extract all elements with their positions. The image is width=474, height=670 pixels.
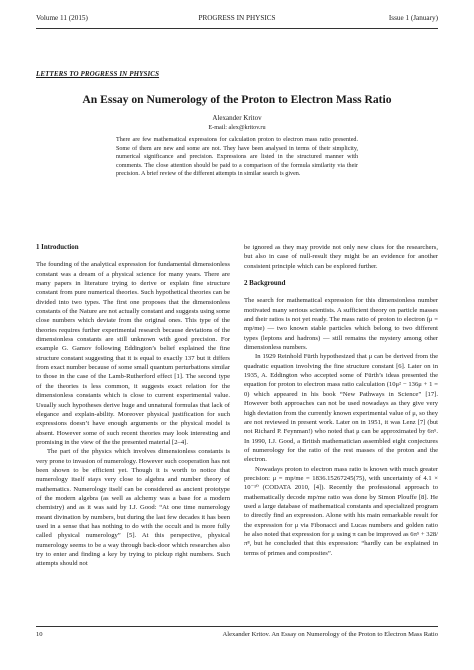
abstract: There are few mathematical expressions for calculation proton to electron mass ratio presented. Some of them are new and some are not. They have been analysed in terms of their simplicity, numerical significance and precision. Expressions are listed in the structured manner with comments. The close attention should be paid to a comparison of the formula similarity via their precision. A brief review of the different attempts in similar search is given. <box>116 137 358 178</box>
issue-label: Issue 1 (January) <box>388 14 438 22</box>
header-rule <box>36 28 438 29</box>
paper-title: An Essay on Numerology of the Proton to Electron Mass Ratio <box>82 93 392 106</box>
right-column <box>244 243 438 558</box>
background-paragraph-3: Nowadays proton to electron mass ratio is known with much greater precision: μ = mp/me = 1836.15267245(75), with uncertainty of 4.1 × 10⁻¹⁰ (CODATA 2010, [4]). Recently the professional approach to mathematically decode mp/me ratio was done by Simon Plouffe [8]. He used a large database of mathematical constants and specialized program to directly find an expression. Alone with his main remarkable result for the expression for μ via Fibonacci and Lucas numbers and golden ratio he also noted that expression for μ using π can be improved as 6π⁵ + 328/π⁸, but he concluded that this expression: “hardly can be explained in terms of primes and composites”. <box>244 465 438 557</box>
left-column <box>36 243 230 569</box>
page-number: 10 <box>36 631 43 638</box>
running-header <box>36 14 438 26</box>
volume-label: Volume 11 (2015) <box>36 14 88 22</box>
footer-rule <box>36 626 438 627</box>
section-label: LETTERS TO PROGRESS IN PHYSICS <box>36 70 160 78</box>
footer-citation: Alexander Kritov. An Essay on Numerology of the Proton to Electron Mass Ratio <box>222 631 438 638</box>
intro-paragraph-continued: be ignored as they may provide not only new clues for the researchers, but also in case of null-result they might be an evidence for another consistent principle which can be explored further. <box>244 244 438 270</box>
intro-paragraph-2: The part of the physics which involves dimensionless constants is very prone to invasion of numerology. However such cooperation has not been shown to be efficient yet. Though it is worth to notice that numerology itself stays very close to algebra and number theory of mathematics. Numerology itself can be considered as ancient prototype of the modern algebra (as well as alchemy was a base for a modern chemistry) and as it was said by I.J. Good: “At one time numerology meant divination by numbers, but during the last few decades it has been used in a sense that has nothing to do with the occult and is more fully called physical numerology” [5]. At this perspective, physical numerology seems to be a way through back-door which researches also try to enter and finding a key by trying to pickup right numbers. Such attempts should not <box>36 448 230 568</box>
intro-paragraph-1: The founding of the analytical expression for fundamental dimensionless constant was a dream of a physical science for many years. There are many papers in literature trying to derive or explain fine structure constant from pure numerical theories. Such hypothetical theories can be divided into two types. The first one proposes that the dimensionless constants of the Nature are not actually constant and suggests using some close numbers which deviate from the original ones. This type of the theories requires further experimental research because deviations of the dimensionless constants are still unknown with good precision. For example G. Gamov following Eddington’s belief explained the fine structure constant suggesting that it is equal to exactly 137 but it differs from exact number because of some small quantum perturbations similar to those in the case of the Lamb-Rutherford effect [1]. The second type of the theories is less common, it suggests exact relation for the dimensionless constants which is close to current experimental value. Usually such hypotheses derive huge and unnatural formulas that lack of elegance and explain-ability. Moreover physical justification for such expressions doesn’t have enough arguments or the physical model is absent. However some of such recent theories may look interesting and promising in the view of the the presented material [2–4]. <box>36 261 230 446</box>
background-paragraph-2: In 1929 Reinhold Fürth hypothesized that μ can be derived from the quadratic equation involving the fine structure constant [6]. Later on in 1935, A. Eddington who accepted some of Fürth’s ideas presented the equation for proton to electron mass ratio calculation (10μ² − 136μ + 1 = 0) which appeared in his book “New Pathways in Science” [17]. However both approaches can not be used nowadays as they give very high deviation from the currently known experimental value of μ, so they are not reviewed in present work. Later on in 1951, it was Lenz [7] (but not Richard P. Feynman!) who noted that μ can be approximated by 6π⁵. In 1990, I.J. Good, a British mathematician assembled eight conjectures of numerology for the ratio of the rest masses of the proton and the electron. <box>244 353 438 464</box>
running-footer <box>36 631 438 641</box>
section-heading-background: 2 Background <box>244 280 286 288</box>
author-name: Alexander Kritov <box>212 114 262 122</box>
journal-name: PROGRESS IN PHYSICS <box>198 14 276 22</box>
background-paragraph-1: The search for mathematical expression for this dimensionless number motivated many serious scientists. A sufficient theory on particle masses and their ratios is not yet ready. The mass ratio of proton to electron (μ = mp/me) — two known stable particles which belong to two different types (leptons and hadrons) — still remains the mystery among other dimensionless numbers. <box>244 297 438 352</box>
author-email: E-mail: alex@kritov.ru <box>208 124 266 131</box>
section-heading-introduction: 1 Introduction <box>36 244 79 251</box>
